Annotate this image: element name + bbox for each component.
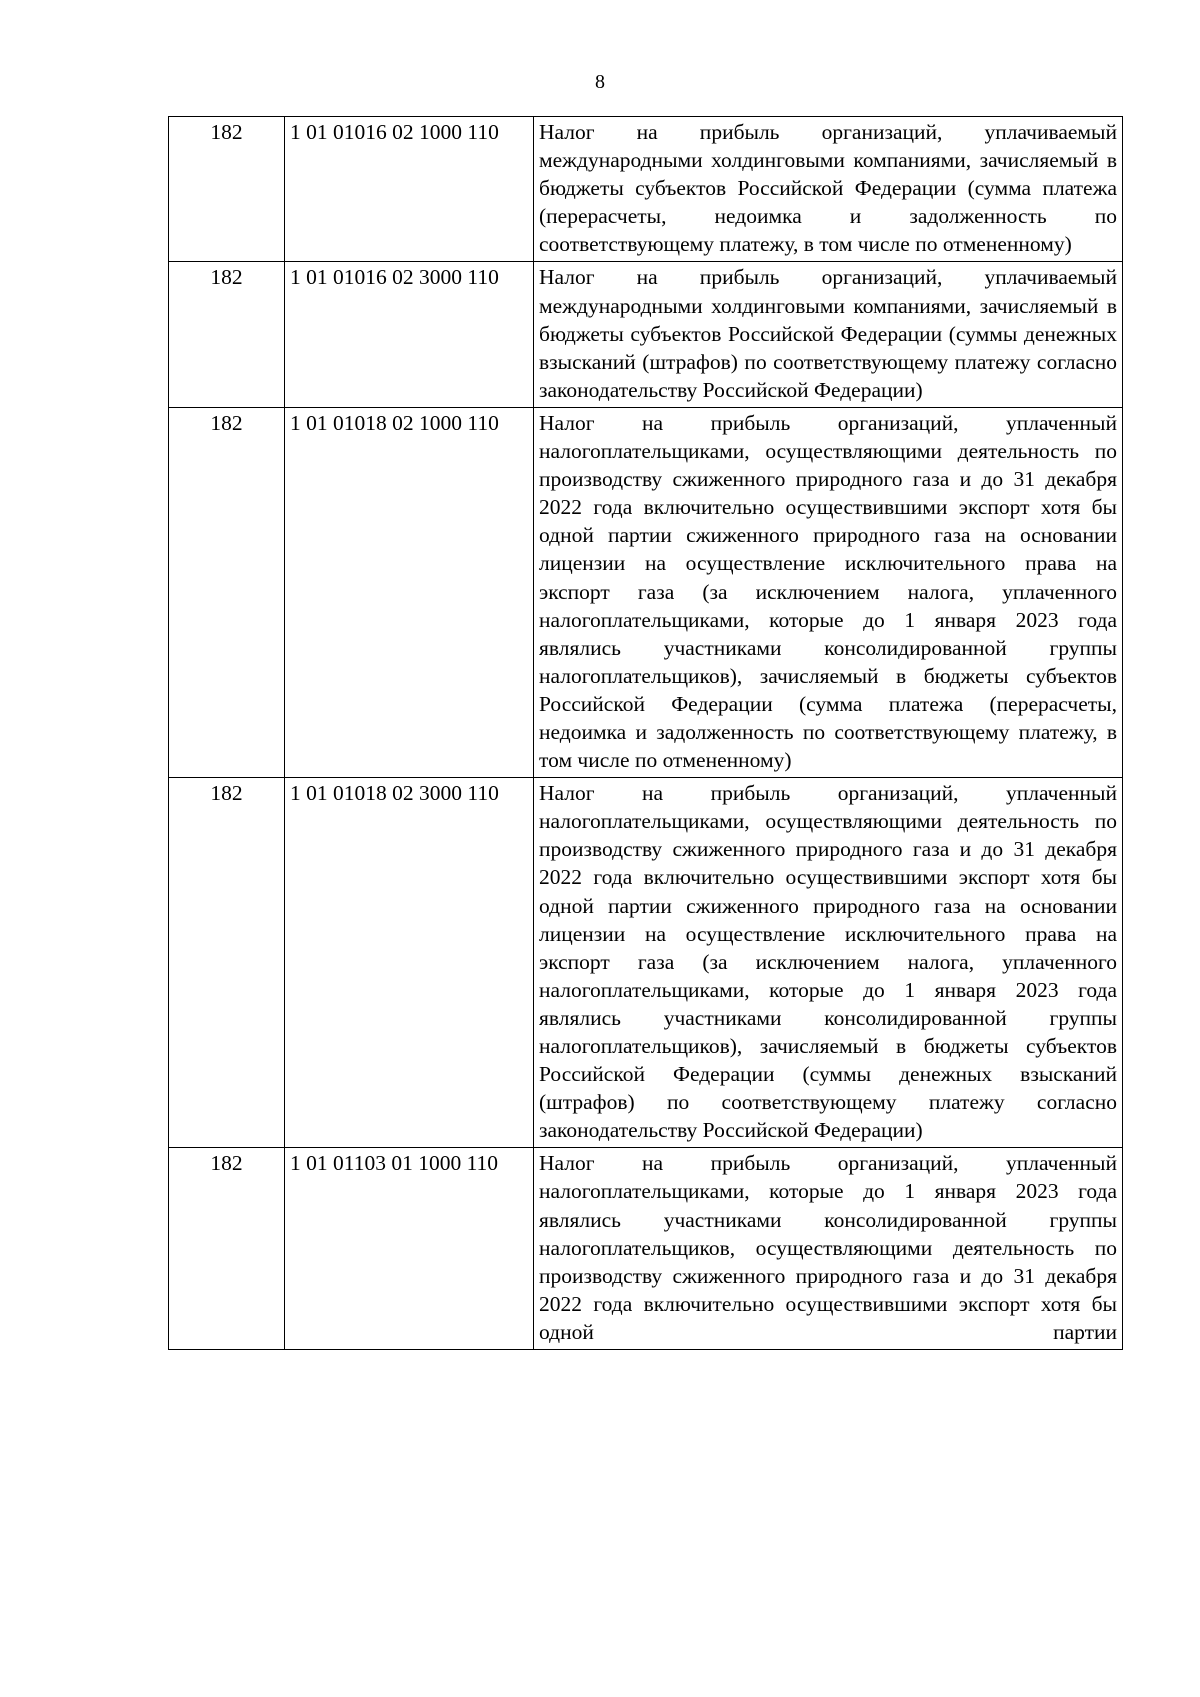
kbk-code-cell: 1 01 01016 02 1000 110 (285, 117, 534, 262)
description-cell: Налог на прибыль организаций, уплаченный налогоплательщиками, которые до 1 января 2023 года являлись участниками консолидированной группы налогоплательщиков, осуществляющими деятельность по производству сжиженного природного газа и до 31 декабря 2022 года включительно осуществившими экспорт хотя бы одной партии (534, 1148, 1123, 1350)
description-cell: Налог на прибыль организаций, уплаченный налогоплательщиками, осуществляющими деятельность по производству сжиженного природного газа и до 31 декабря 2022 года включительно осуществившими экспорт хотя бы одной партии сжиженного природного газа на основании лицензии на осуществление исключительного права на экспорт газа (за исключением налога, уплаченного налогоплательщиками, которые до 1 января 2023 года являлись участниками консолидированной группы налогоплательщиков), зачисляемый в бюджеты субъектов Российской Федерации (сумма платежа (перерасчеты, недоимка и задолженность по соответствующему платежу, в том числе по отмененному) (534, 407, 1123, 777)
admin-code-cell: 182 (169, 262, 285, 407)
kbk-code-cell: 1 01 01103 01 1000 110 (285, 1148, 534, 1350)
budget-code-table (168, 116, 1123, 1350)
table-row (169, 1148, 1123, 1350)
description-cell: Налог на прибыль организаций, уплачиваемый международными холдинговыми компаниями, зачисляемый в бюджеты субъектов Российской Федерации (сумма платежа (перерасчеты, недоимка и задолженность по соответствующему платежу, в том числе по отмененному) (534, 117, 1123, 262)
kbk-code-cell: 1 01 01018 02 3000 110 (285, 778, 534, 1148)
page-number: 8 (595, 71, 605, 93)
kbk-code-cell: 1 01 01016 02 3000 110 (285, 262, 534, 407)
table-row (169, 407, 1123, 777)
admin-code-cell: 182 (169, 1148, 285, 1350)
description-cell: Налог на прибыль организаций, уплаченный налогоплательщиками, осуществляющими деятельность по производству сжиженного природного газа и до 31 декабря 2022 года включительно осуществившими экспорт хотя бы одной партии сжиженного природного газа на основании лицензии на осуществление исключительного права на экспорт газа (за исключением налога, уплаченного налогоплательщиками, которые до 1 января 2023 года являлись участниками консолидированной группы налогоплательщиков), зачисляемый в бюджеты субъектов Российской Федерации (суммы денежных взысканий (штрафов) по соответствующему платежу согласно законодательству Российской Федерации) (534, 778, 1123, 1148)
table-row (169, 262, 1123, 407)
description-cell: Налог на прибыль организаций, уплачиваемый международными холдинговыми компаниями, зачисляемый в бюджеты субъектов Российской Федерации (суммы денежных взысканий (штрафов) по соответствующему платежу согласно законодательству Российской Федерации) (534, 262, 1123, 407)
admin-code-cell: 182 (169, 778, 285, 1148)
table-row (169, 778, 1123, 1148)
admin-code-cell: 182 (169, 117, 285, 262)
kbk-code-cell: 1 01 01018 02 1000 110 (285, 407, 534, 777)
table-row (169, 117, 1123, 262)
admin-code-cell: 182 (169, 407, 285, 777)
